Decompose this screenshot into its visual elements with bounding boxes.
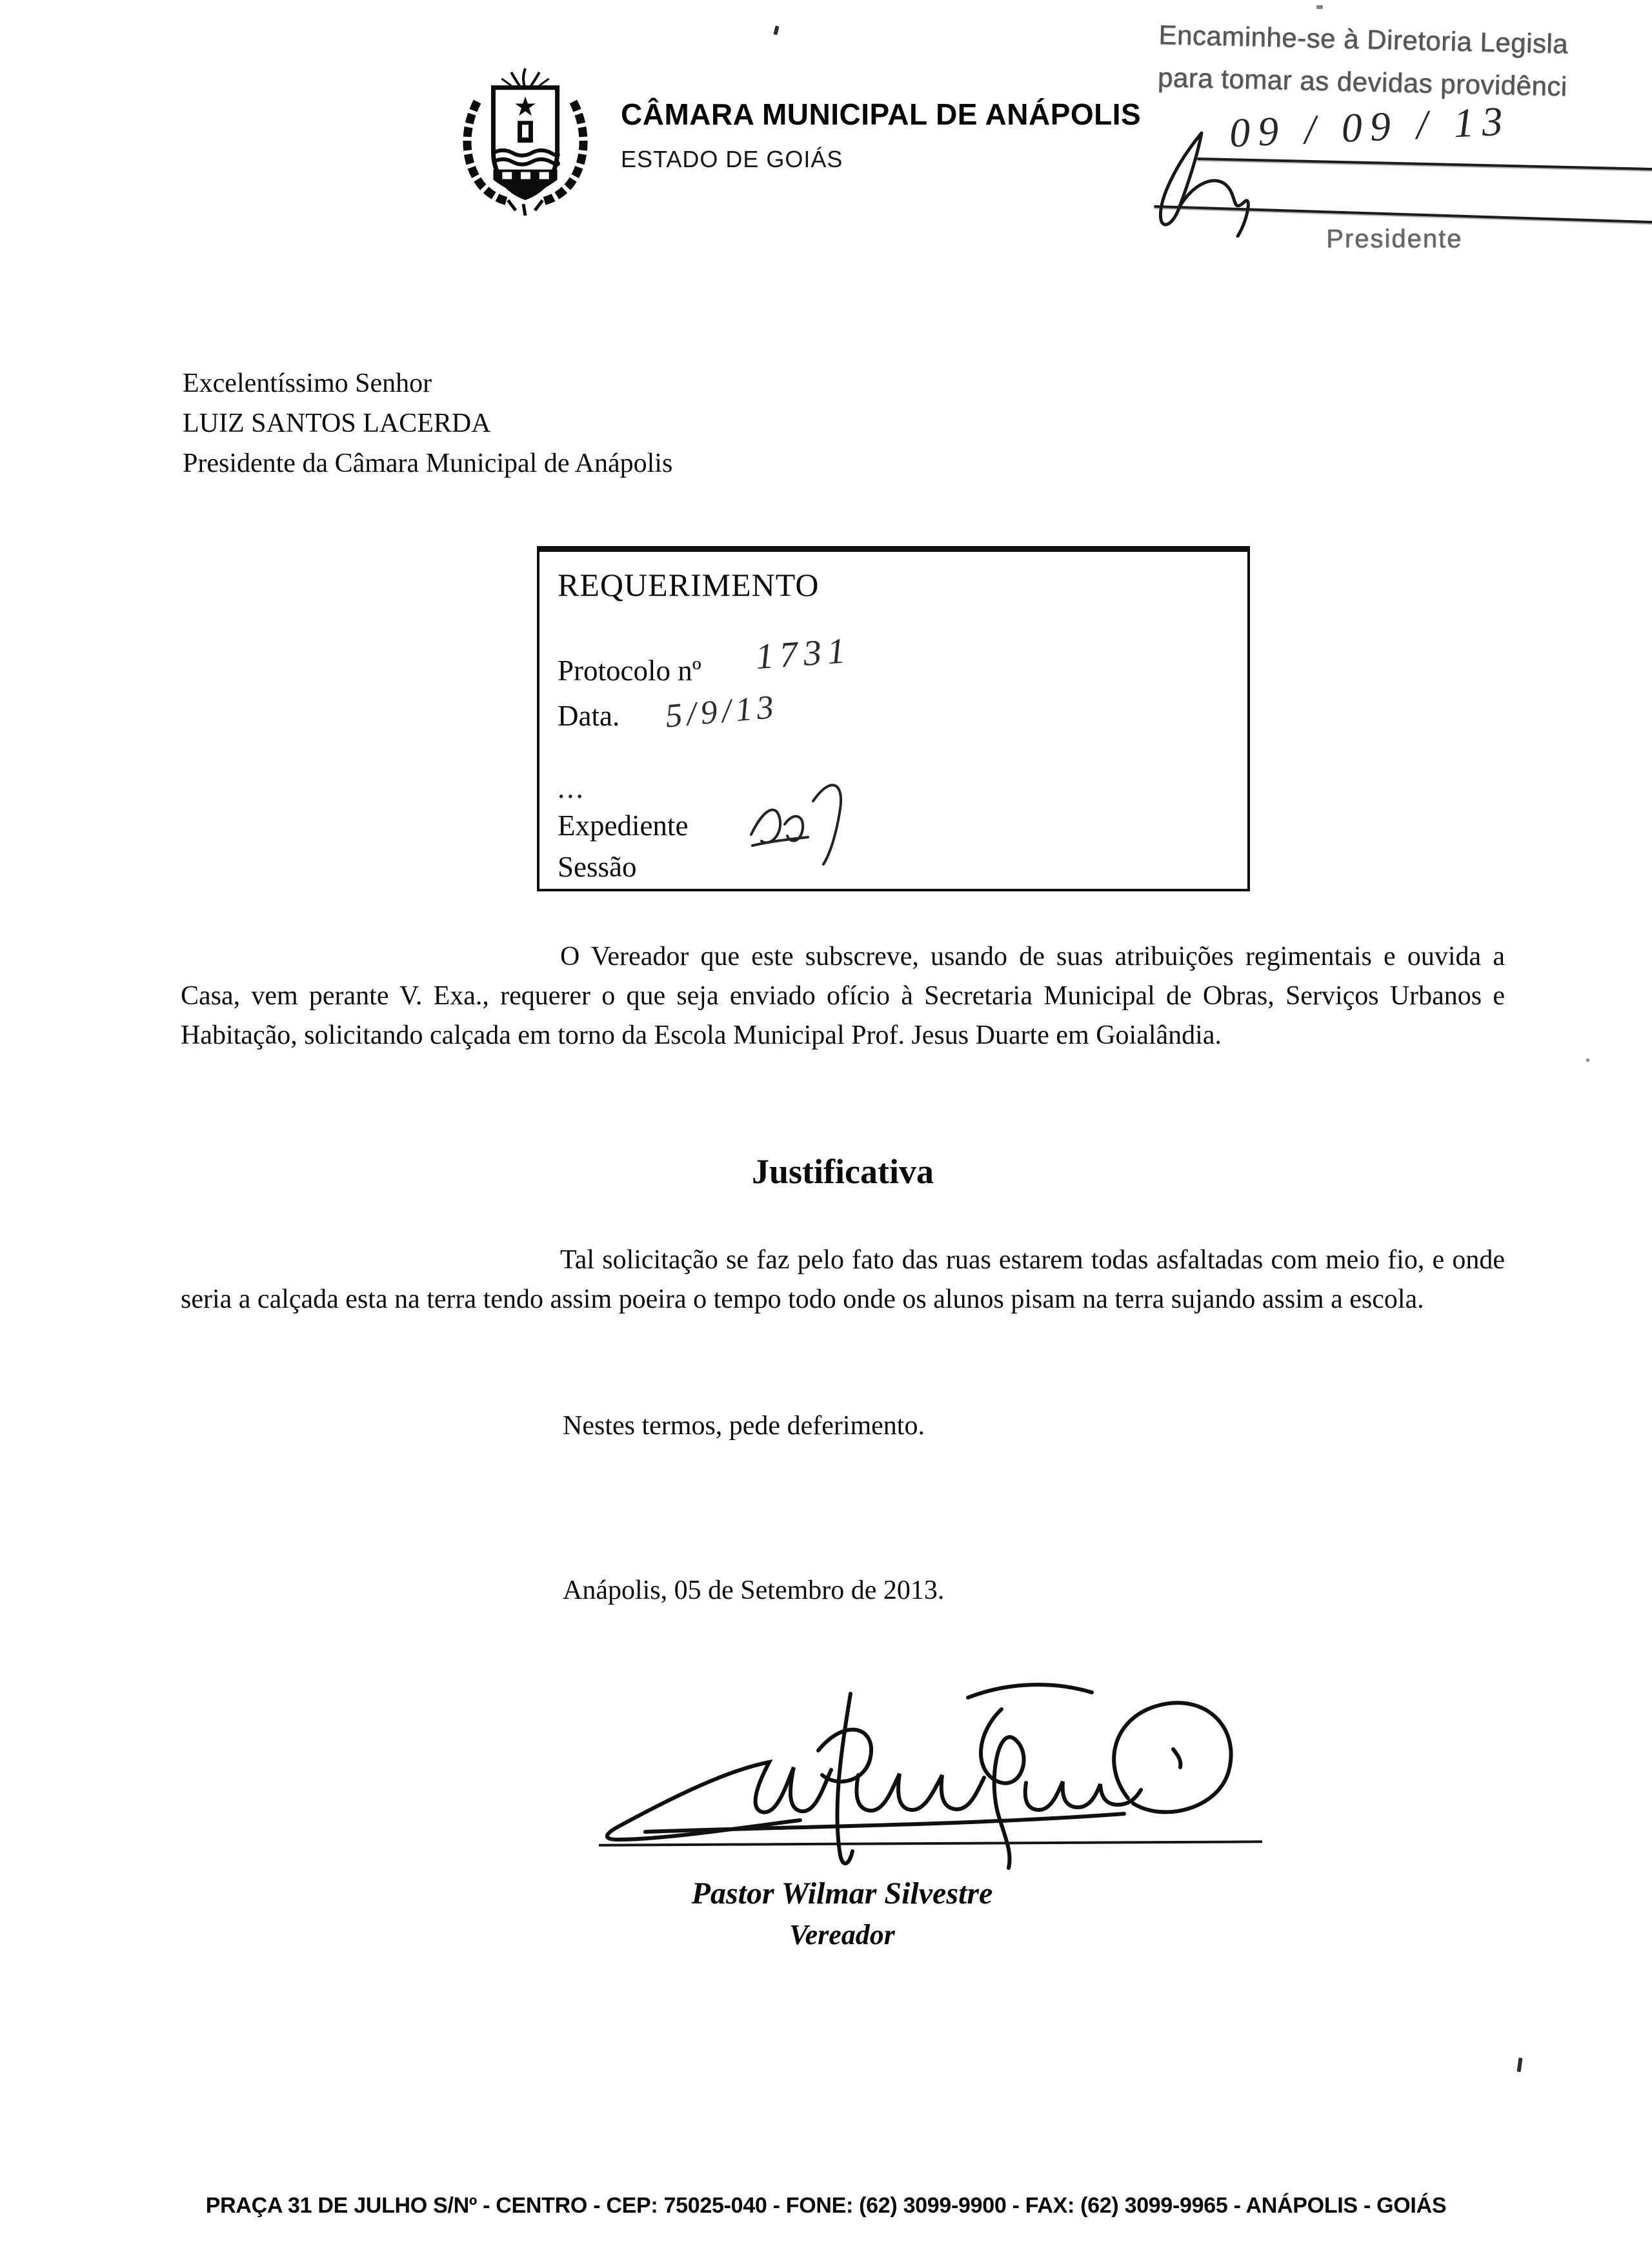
addressee-title: Presidente da Câmara Municipal de Anápolis [183,449,673,478]
protocolo-value-handwritten: 1731 [754,630,852,678]
ellipsis-mark: ... [558,772,585,804]
routing-stamp [1157,19,1652,105]
org-name: CÂMARA MUNICIPAL DE ANÁPOLIS [621,97,1142,131]
protocol-box [537,546,1250,891]
scan-speck [1586,1059,1589,1062]
scan-speck [773,25,779,35]
signatory-role: Vereador [789,1919,895,1951]
signature-drawing [581,1672,1304,1885]
body-paragraph-2: Tal solicitação se faz pelo fato das ruas estarem todas asfaltadas com meio fio, e onde seria a calçada esta na terra tendo assim poeira o tempo todo onde os alunos pisam na terra sujando assim a escola. [181,1245,1505,1314]
addressee-salutation: Excelentíssimo Senhor [183,369,432,398]
stamp-signature-drawing [1147,129,1375,238]
closing-line: Nestes termos, pede deferimento. [563,1411,925,1441]
scan-speck [1316,5,1323,9]
justificativa-heading: Justificativa [752,1152,934,1191]
stamp-line-1: Encaminhe-se à Diretoria Legisla [1158,19,1569,59]
coat-of-arms-icon [452,62,599,221]
expediente-label: Expediente [558,809,689,842]
data-value-handwritten: 5/9/13 [663,688,780,735]
expediente-scribble-drawing [733,765,871,868]
footer-address: PRAÇA 31 DE JULHO S/Nº - CENTRO - CEP: 75025-040 - FONE: (62) 3099-9900 - FAX: (62) 3099-9965 - ANÁPOLIS - GOIÁS [205,2193,1447,2218]
addressee-name: LUIZ SANTOS LACERDA [183,409,491,438]
stamp-line-2: para tomar as devidas providênci [1157,61,1568,102]
body-paragraph-1: O Vereador que este subscreve, usando de suas atribuições regimentais e ouvida a Casa, vem perante V. Exa., requerer o que seja enviado ofício à Secretaria Municipal de Obras, Serviços Urbanos e Habitação, solicitando calçada em torno da Escola Municipal Prof. Jesus Duarte em Goialândia. [181,942,1505,1050]
sessao-label: Sessão [558,851,637,883]
signatory-name: Pastor Wilmar Silvestre [691,1876,993,1911]
scan-speck [1516,2058,1522,2073]
stamp-handwritten-date: 09 / 09 / 13 [1228,97,1511,156]
place-date-line: Anápolis, 05 de Setembro de 2013. [563,1576,945,1605]
protocol-box-title: REQUERIMENTO [558,567,820,603]
data-label: Data. [558,700,620,732]
org-subtitle: ESTADO DE GOIÁS [621,146,843,172]
protocolo-label: Protocolo nº [558,655,701,687]
stamp-role-label: Presidente [1326,225,1463,253]
